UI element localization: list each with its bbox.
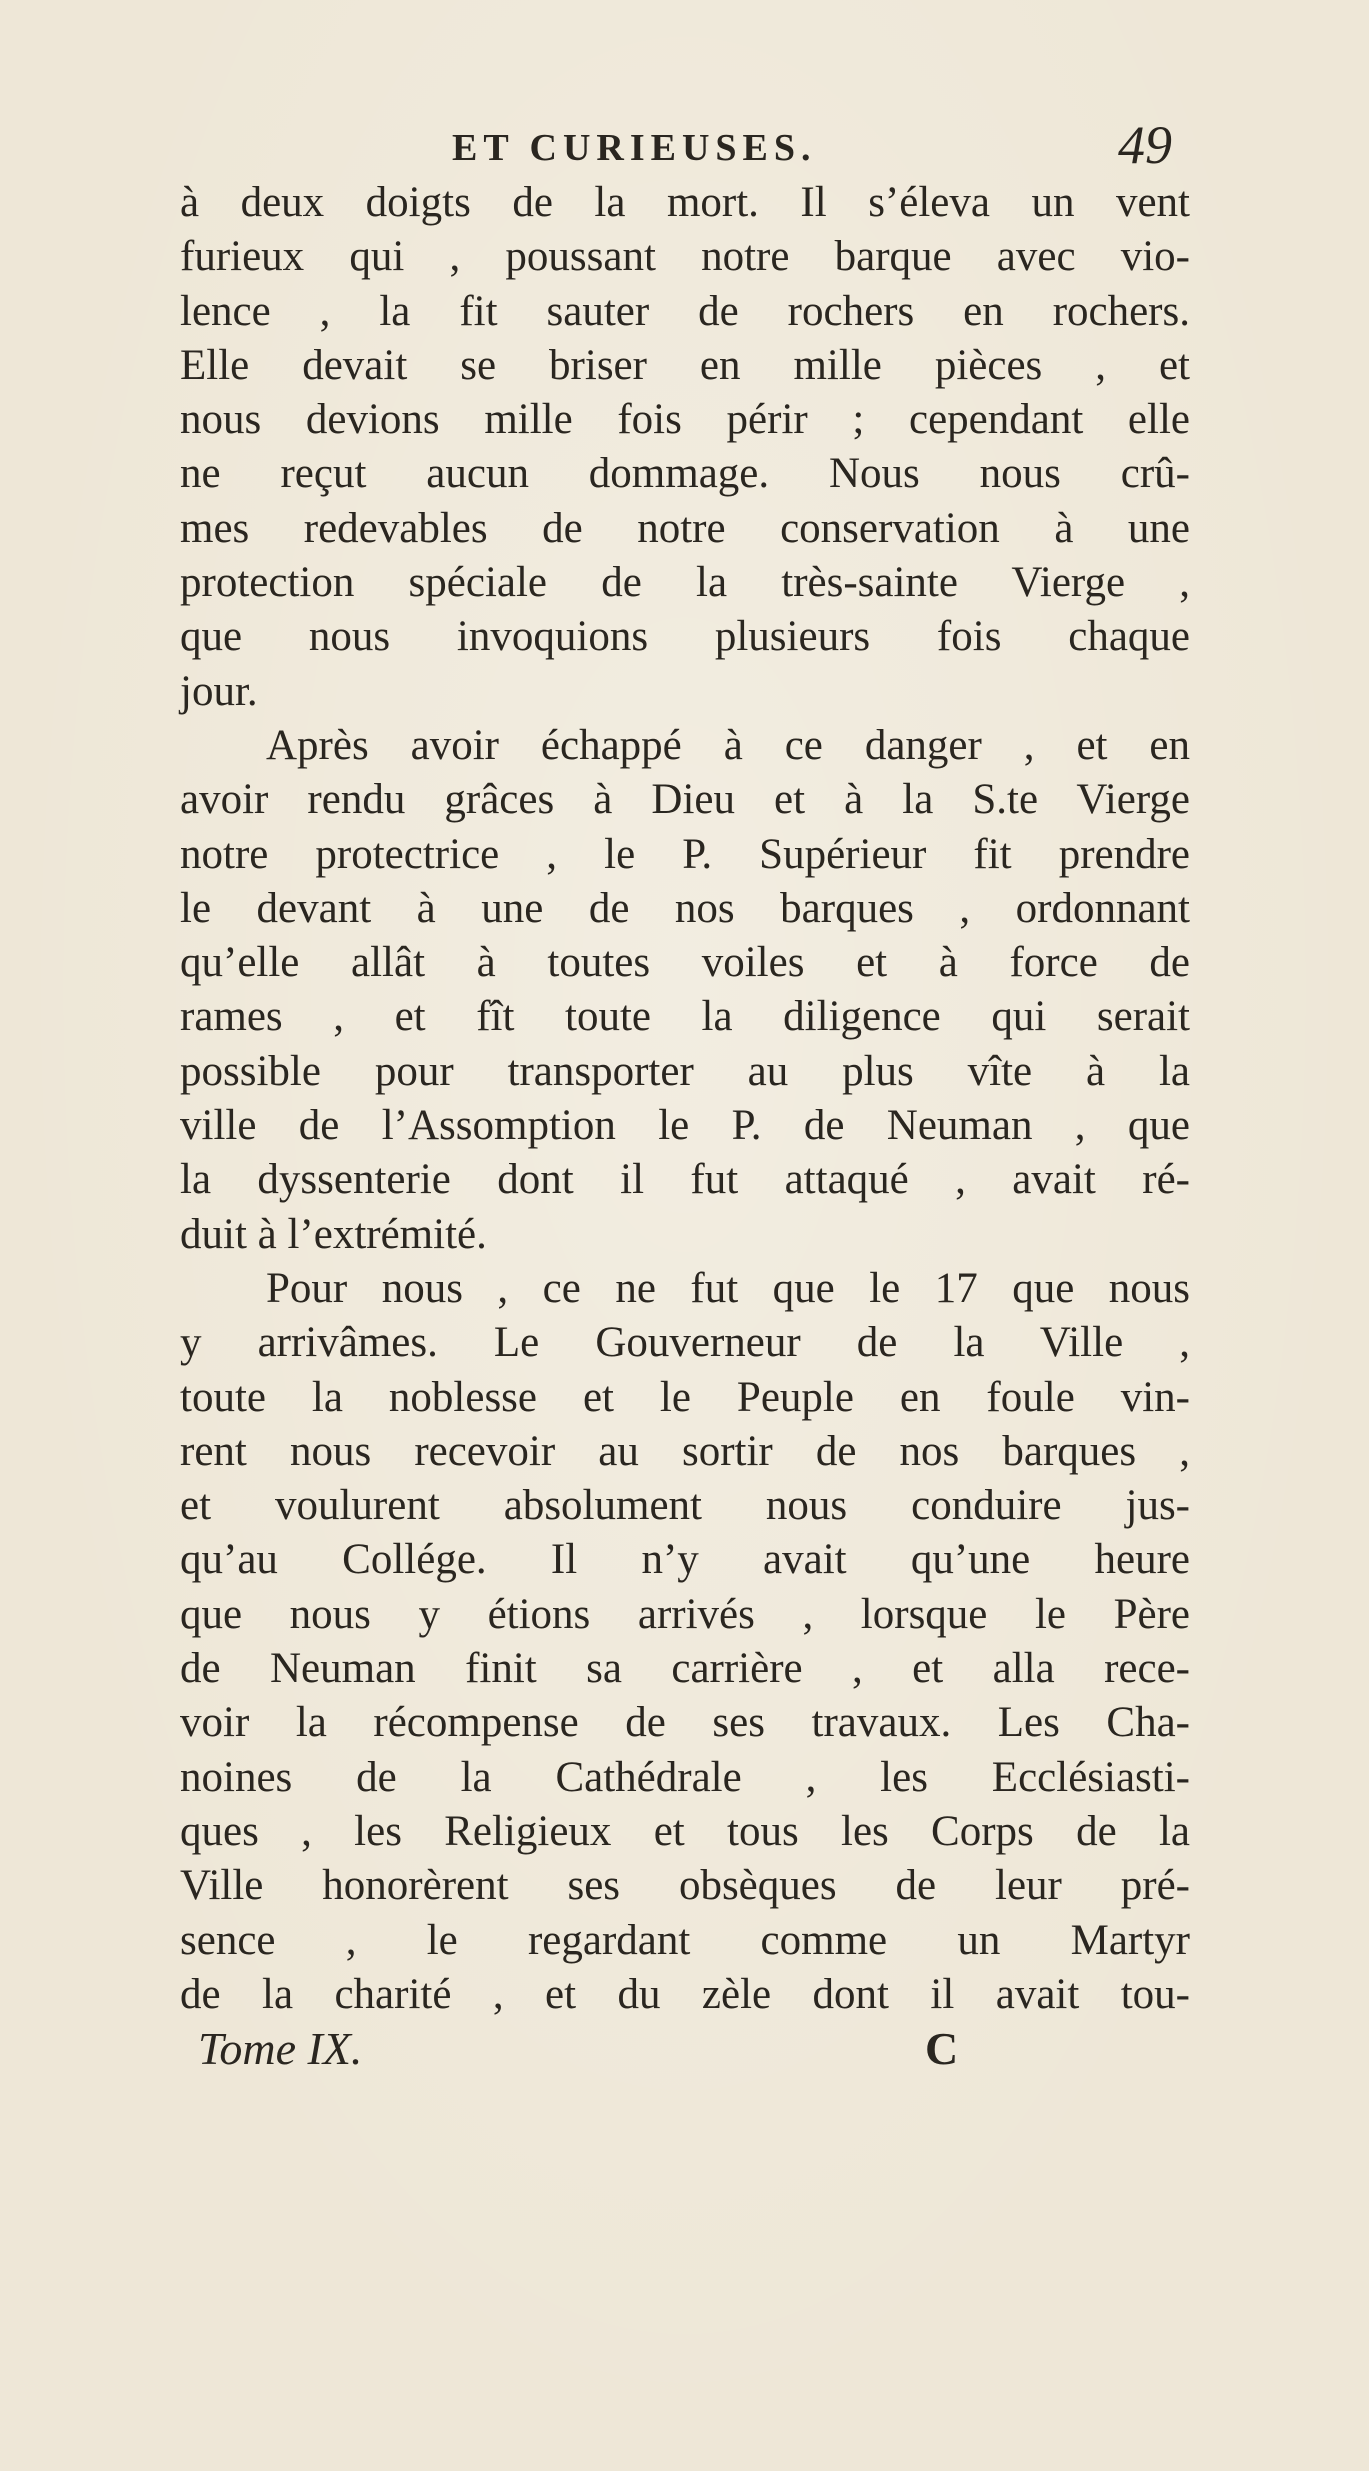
text-line: Après avoir échappé à ce danger , et en	[266, 721, 1190, 769]
text-line: ville de l’Assomption le P. de Neuman , que	[180, 1102, 1190, 1150]
text-line: de Neuman finit sa carrière , et alla rece-	[180, 1645, 1190, 1693]
text-line: ne reçut aucun dommage. Nous nous crû-	[180, 450, 1190, 498]
text-line: avoir rendu grâces à Dieu et à la S.te Vierge	[180, 776, 1190, 824]
text-line: notre protectrice , le P. Supérieur fit prendre	[180, 830, 1190, 878]
text-line: duit à l’extrémité.	[180, 1210, 487, 1258]
page-number: 49	[1118, 115, 1172, 175]
text-line: possible pour transporter au plus vîte à la	[180, 1047, 1190, 1095]
text-line: nous devions mille fois périr ; cependant elle	[180, 396, 1190, 444]
text-line: que nous invoquions plusieurs fois chaque	[180, 613, 1190, 661]
text-line: noines de la Cathédrale , les Ecclésiasti-	[180, 1753, 1190, 1801]
page-footer	[0, 2022, 1369, 2092]
text-line: lence , la fit sauter de rochers en rochers.	[180, 287, 1190, 335]
text-line: qu’elle allât à toutes voiles et à force de	[180, 939, 1190, 987]
text-line: rames , et fît toute la diligence qui serait	[180, 993, 1190, 1041]
running-head: ET CURIEUSES.	[452, 127, 817, 169]
text-line: jour.	[180, 667, 258, 715]
text-line: à deux doigts de la mort. Il s’éleva un vent	[180, 179, 1190, 226]
text-line: Pour nous , ce ne fut que le 17 que nous	[266, 1264, 1190, 1312]
text-line: protection spéciale de la très-sainte Vierge ,	[180, 559, 1190, 607]
text-line: qu’au Collége. Il n’y avait qu’une heure	[180, 1536, 1190, 1584]
text-line: de la charité , et du zèle dont il avait tou-	[180, 1970, 1190, 2018]
text-line: voir la récompense de ses travaux. Les Cha-	[180, 1699, 1190, 1747]
text-line: toute la noblesse et le Peuple en foule vin-	[180, 1373, 1190, 1421]
text-line: mes redevables de notre conservation à une	[180, 504, 1190, 552]
body-text	[180, 176, 1190, 2022]
text-line: Elle devait se briser en mille pièces , et	[180, 341, 1190, 389]
text-line: y arrivâmes. Le Gouverneur de la Ville ,	[180, 1319, 1190, 1367]
text-line: que nous y étions arrivés , lorsque le Père	[180, 1590, 1190, 1638]
text-line: sence , le regardant comme un Martyr	[180, 1916, 1190, 1964]
volume-label: Tome IX.	[198, 2023, 363, 2074]
text-line: le devant à une de nos barques , ordonnant	[180, 884, 1190, 932]
text-line: furieux qui , poussant notre barque avec vio-	[180, 233, 1190, 281]
text-line: et voulurent absolument nous conduire jus-	[180, 1482, 1190, 1530]
signature-mark: C	[925, 2023, 959, 2074]
text-line: ques , les Religieux et tous les Corps de la	[180, 1807, 1190, 1855]
text-line: Ville honorèrent ses obsèques de leur pré-	[180, 1862, 1190, 1910]
text-line: la dyssenterie dont il fut attaqué , avait ré-	[180, 1156, 1190, 1204]
text-line: rent nous recevoir au sortir de nos barques ,	[180, 1427, 1190, 1475]
